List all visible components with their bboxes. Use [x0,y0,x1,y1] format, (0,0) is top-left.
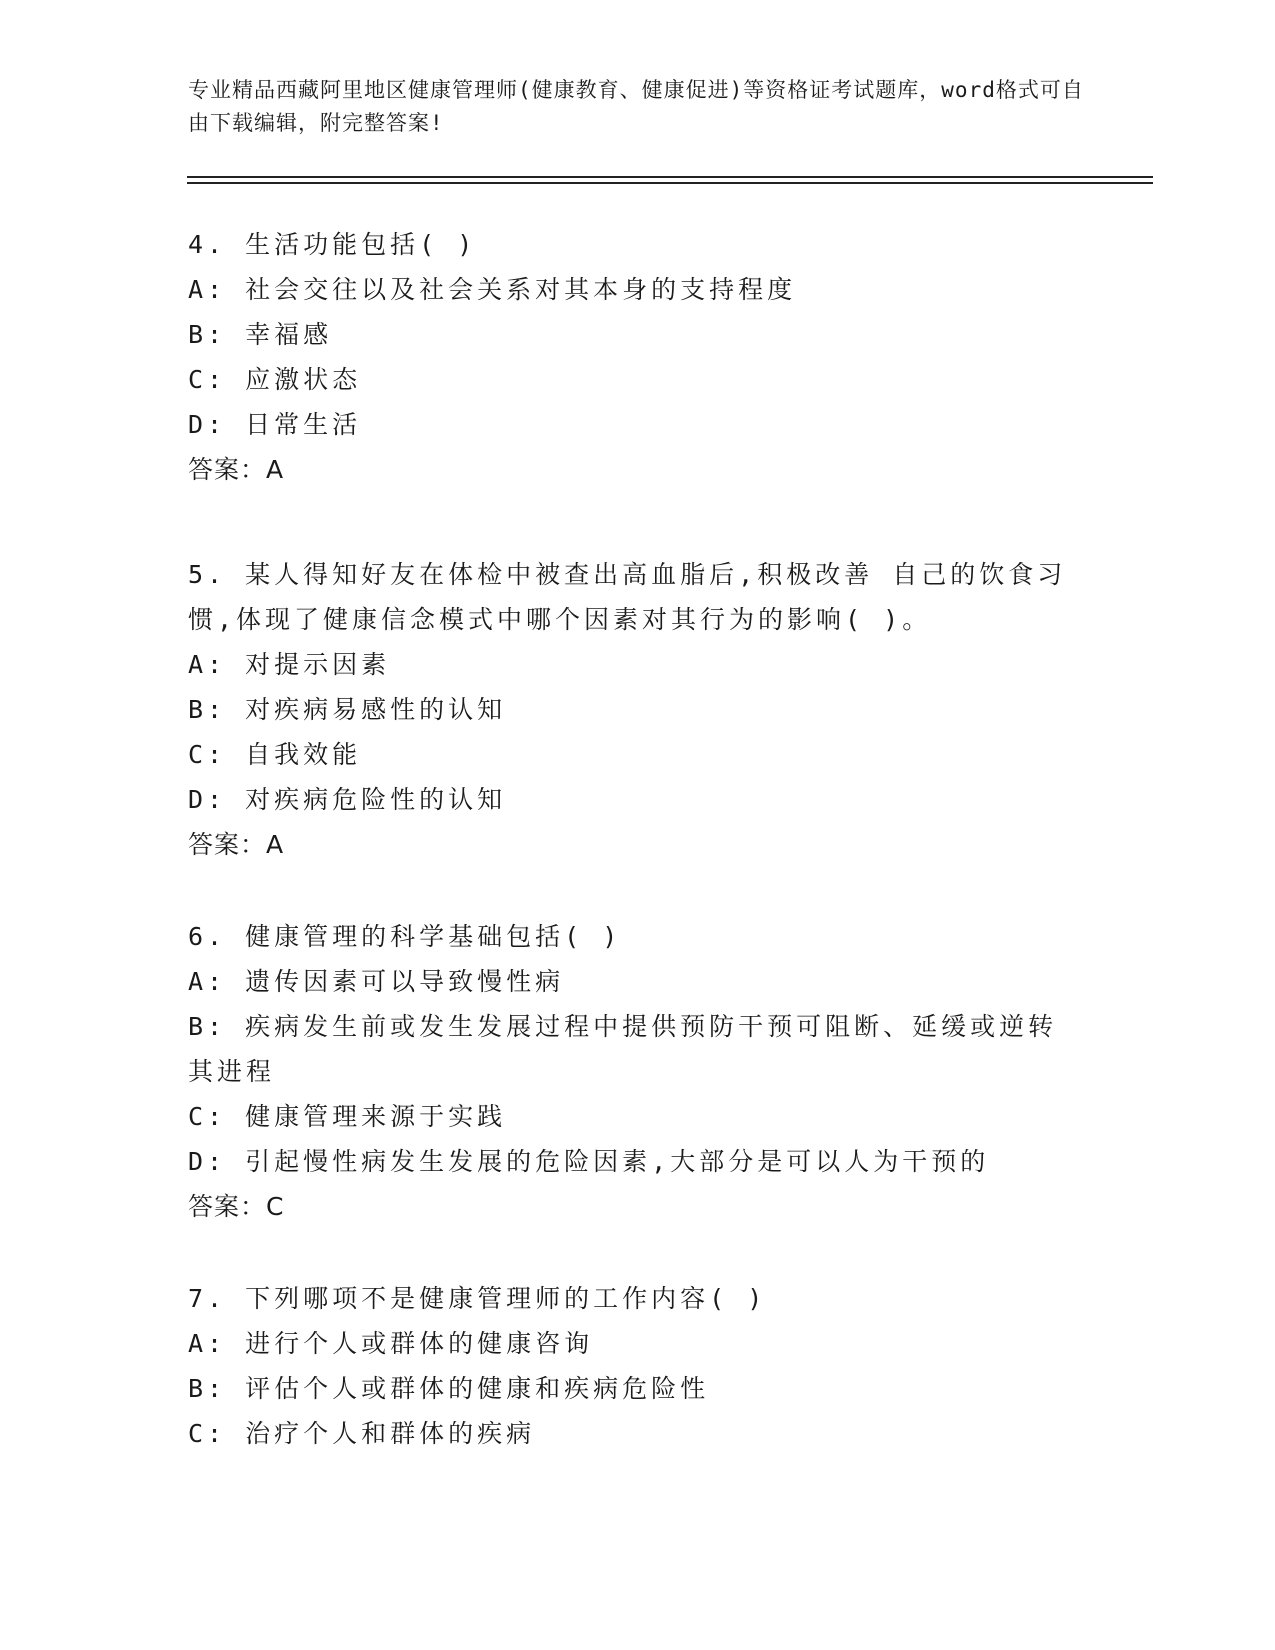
option-c: C: 应激状态 [188,365,362,394]
option-b: B: 评估个人或群体的健康和疾病危险性 [188,1374,710,1403]
header-divider-bottom [187,182,1153,184]
document-header [188,74,1088,140]
option-a: A: 对提示因素 [188,650,391,679]
answer: 答案：C [188,1192,285,1221]
option-b: B: 疾病发生前或发生发展过程中提供预防干预可阻断、延缓或逆转其进程 [188,1012,1058,1086]
question-4 [188,222,1088,492]
option-a: A: 进行个人或群体的健康咨询 [188,1329,594,1358]
option-b: B: 幸福感 [188,320,333,349]
option-a: A: 社会交往以及社会关系对其本身的支持程度 [188,275,797,304]
option-c: C: 自我效能 [188,740,362,769]
answer: 答案：A [188,830,285,859]
question-stem: 7. 下列哪项不是健康管理师的工作内容( ) [188,1284,767,1313]
option-d: D: 对疾病危险性的认知 [188,785,507,814]
option-d: D: 引起慢性病发生发展的危险因素,大部分是可以人为干预的 [188,1147,990,1176]
question-6 [188,914,1088,1229]
option-a: A: 遗传因素可以导致慢性病 [188,967,565,996]
question-stem: 6. 健康管理的科学基础包括( ) [188,922,622,951]
question-stem: 5. 某人得知好友在体检中被查出高血脂后,积极改善 自己的饮食习惯,体现了健康信念模式中哪个因素对其行为的影响( )。 [188,560,1067,634]
header-divider-top [187,176,1153,178]
answer: 答案：A [188,455,285,484]
option-d: D: 日常生活 [188,410,362,439]
option-c: C: 治疗个人和群体的疾病 [188,1419,536,1448]
header-text: 专业精品西藏阿里地区健康管理师(健康教育、健康促进)等资格证考试题库，word格式可自由下载编辑，附完整答案! [188,78,1084,135]
option-c: C: 健康管理来源于实践 [188,1102,507,1131]
option-b: B: 对疾病易感性的认知 [188,695,507,724]
question-5 [188,552,1088,867]
question-stem: 4. 生活功能包括( ) [188,230,477,259]
question-7 [188,1276,1088,1456]
